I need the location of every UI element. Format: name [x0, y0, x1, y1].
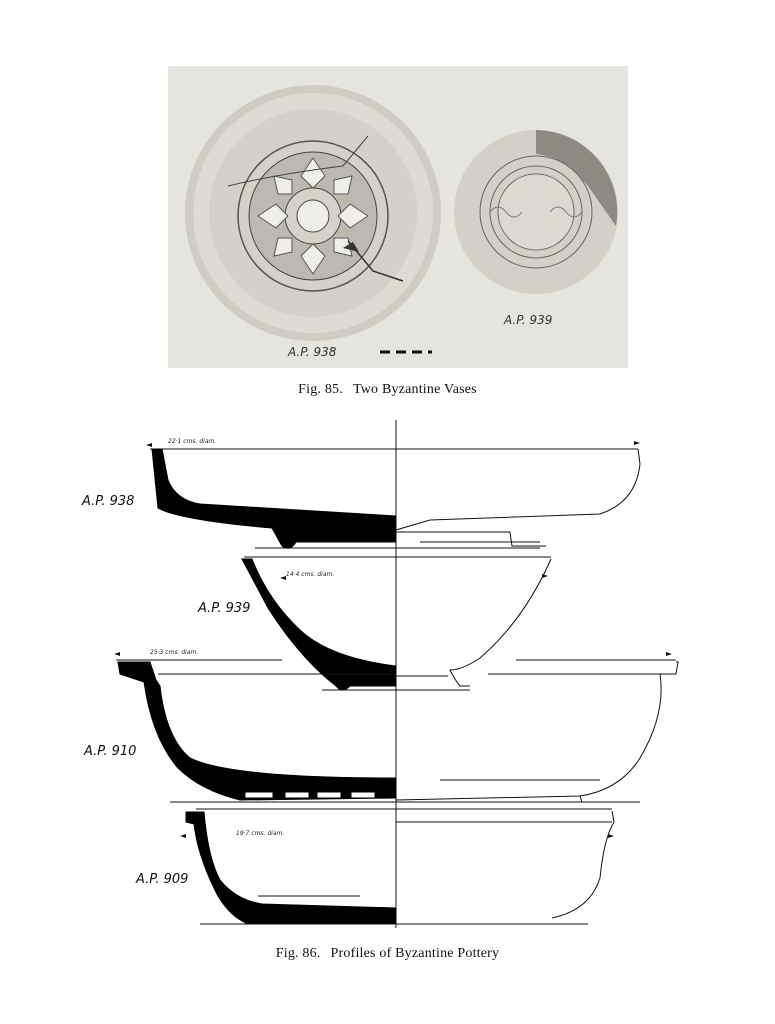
profile-label-ap910: A.P. 910 [84, 744, 137, 759]
diameter-ap909: 19·7 cms. diam. [236, 830, 285, 837]
figure-85-caption [0, 382, 775, 398]
profile-label-ap939: A.P. 939 [198, 601, 251, 616]
bowl-ap938-image [185, 85, 441, 341]
bowls-photograph [168, 66, 628, 368]
label-ap939: A.P. 939 [504, 313, 553, 327]
label-ap938: A.P. 938 [288, 345, 337, 359]
diameter-ap938: 22·1 cms. diam. [168, 438, 217, 445]
pottery-profiles-drawing [0, 418, 775, 938]
bowl-ap939-image [454, 130, 618, 294]
profile-ap909 [186, 809, 614, 924]
diameter-ap910: 25·3 cms. diam. [150, 649, 199, 656]
figure-85-number: Fig. 85. [298, 382, 343, 397]
profile-ap910 [116, 660, 678, 802]
diameter-ap939: 14·4 cms. diam. [286, 571, 335, 578]
figure-85-title: Two Byzantine Vases [352, 382, 477, 397]
figure-86-caption [0, 946, 775, 962]
profile-label-ap909: A.P. 909 [136, 872, 189, 887]
figure-86-number: Fig. 86. [275, 946, 321, 961]
profile-ap938 [150, 449, 640, 548]
profile-label-ap938: A.P. 938 [82, 494, 135, 509]
figure-86-title: Profiles of Byzantine Pottery [330, 946, 500, 961]
